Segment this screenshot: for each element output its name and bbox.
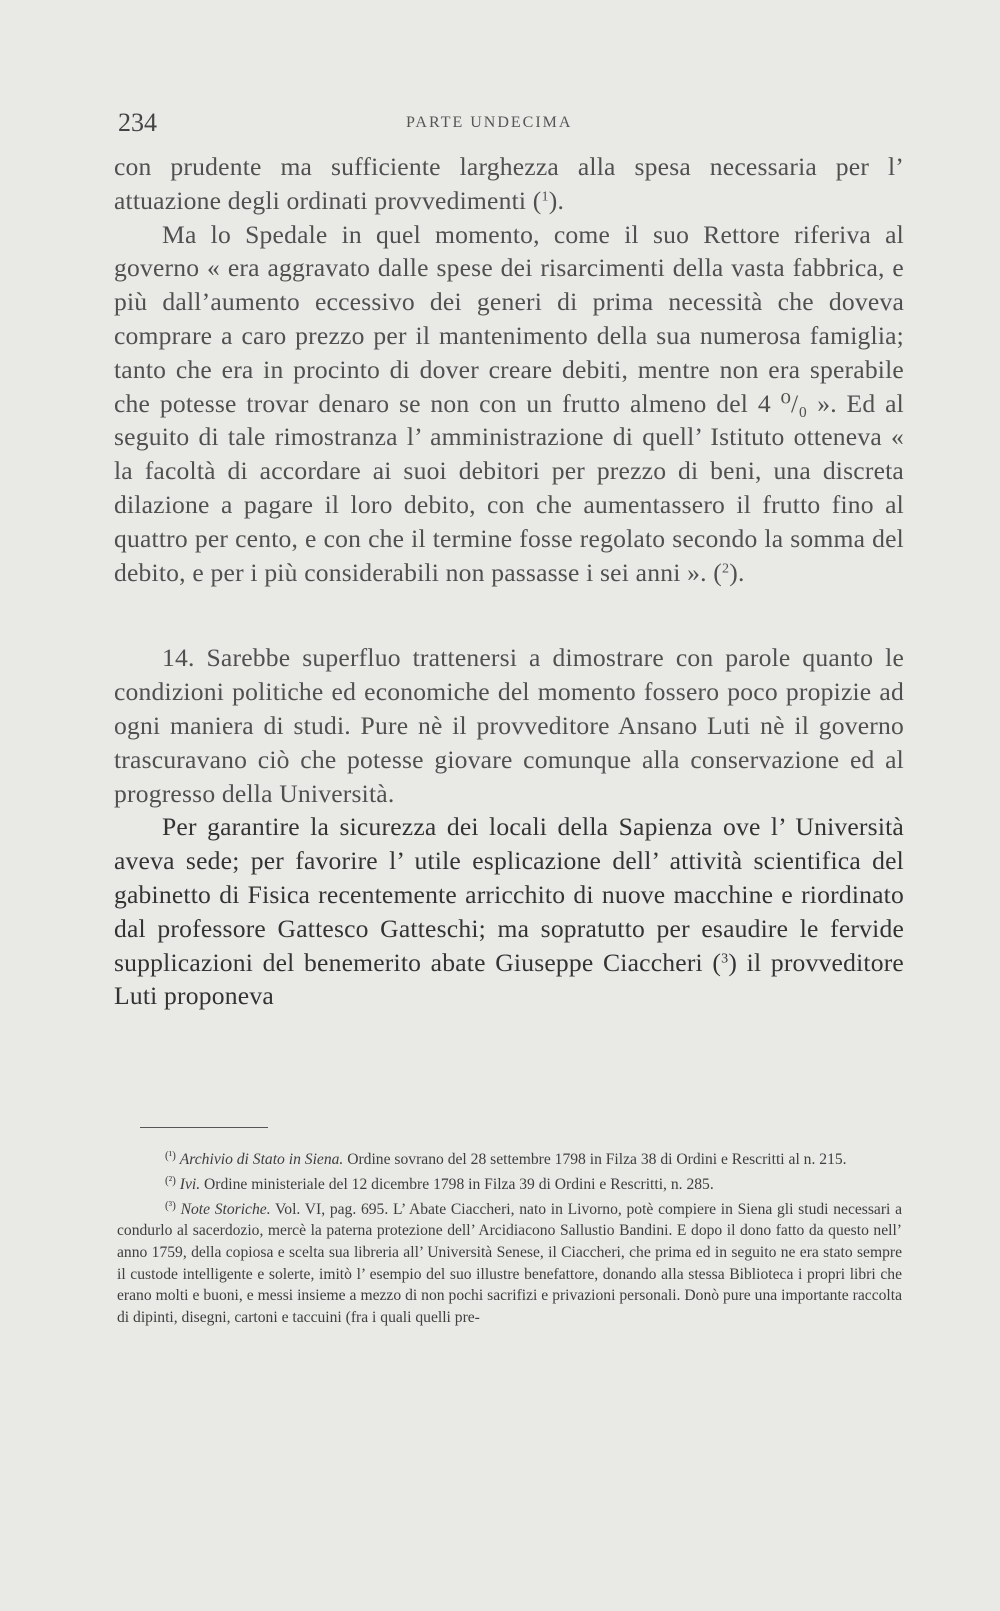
footnote-rule [140, 1127, 268, 1128]
paragraph-1: con prudente ma sufficiente larghezza alla spesa necessaria per l’ attuazione degli ordinati provvedimenti ($^1$). [114, 152, 904, 215]
paragraph-section-14: 14. Sarebbe superfluo trattenersi a dimostrare con parole quanto le condizioni politiche ed economiche del momento fossero poco propizie ad ogni maniera di studi. Pure nè il provveditore Ansano Luti nè il governo trascuravano ciò che potesse giovare comunque alla conservazione ed al progresso della Università. [114, 643, 904, 808]
paragraph-4: Per garantire la sicurezza dei locali della Sapienza ove l’ Università aveva sede; per favorire l’ utile esplicazione dell’ attività scientifica del gabinetto di Fisica recentemente arricchito di nuove macchine e riordinato dal professore Gattesco Gatteschi; ma sopratutto per esaudire le fervide supplicazioni del benemerito abate Giuseppe Ciaccheri ($^3$) il provveditore Luti proponeva [114, 812, 904, 1011]
footnote-1: $^{(^1)}$ Archivio di Stato in Siena. Ordine sovrano del 28 settembre 1798 in Filza 38 di Ordini e Rescritti al n. 215. [165, 1150, 847, 1169]
footnote-ref-1: 1 [541, 188, 549, 205]
footnote-ref-3: 3 [721, 950, 729, 967]
footnote-ref-2: 2 [722, 560, 730, 577]
body-text [114, 150, 904, 1013]
running-head [118, 108, 898, 138]
footnote-2: $^{(^2)}$ Ivi. Ordine ministeriale del 12 dicembre 1798 in Filza 39 di Ordini e Rescritti, n. 285. [165, 1174, 714, 1193]
footnote-3: $^{(^3)}$ Note Storiche. Vol. VI, pag. 695. L’ Abate Ciaccheri, nato in Livorno, potè compiere in Siena gli studi necessari a condurlo al sacerdozio, mercè la paterna protezione dell’ Arcidiacono Sallustio Bandini. E dopo il dono fatto da questo nell’ anno 1759, della copiosa e scelta sua libreria all’ Università Senese, il Ciaccheri, che prima ed in seguito ne era stato sempre il custode intelligente e solerte, imitò l’ esempio del suo illustre benefattore, donando alla stessa Biblioteca i propri libri che erano molti e buoni, e messi insieme a mezzo di non pochi sacrifizi e privazioni personali. Donò pure una importante raccolta di dipinti, disegni, cartoni e taccuini (fra i quali quelli pre- [117, 1199, 903, 1327]
paragraph-2: Ma lo Spedale in quel momento, come il suo Rettore riferiva al governo « era aggravato dalle spese dei risarcimenti della vasta fabbrica, e più dall’aumento eccessivo dei generi di prima necessità che doveva comprare a caro prezzo per il mantenimento della sua numerosa famiglia; tanto che era in procinto di dover creare debiti, mentre non era sperabile che potesse trovar denaro se non con un frutto almeno del 4 ⁰/₀ ». Ed al seguito di tale rimostranza l’ amministrazione di quell’ Istituto otteneva « la facoltà di accordare ai suoi debitori per prezzo di beni, una discreta dilazione a pagare il loro debito, con che aumentassero il frutto fino al quattro per cento, e con che il termine fosse regolato secondo la somma del debito, e per i più considerabili non passasse i sei anni ». ($^2$). [114, 219, 904, 587]
percent-sign: ⁰/₀ [780, 388, 808, 418]
section-title: PARTE UNDECIMA [406, 114, 573, 131]
footnotes [117, 1146, 902, 1329]
page-number: 234 [118, 108, 157, 137]
